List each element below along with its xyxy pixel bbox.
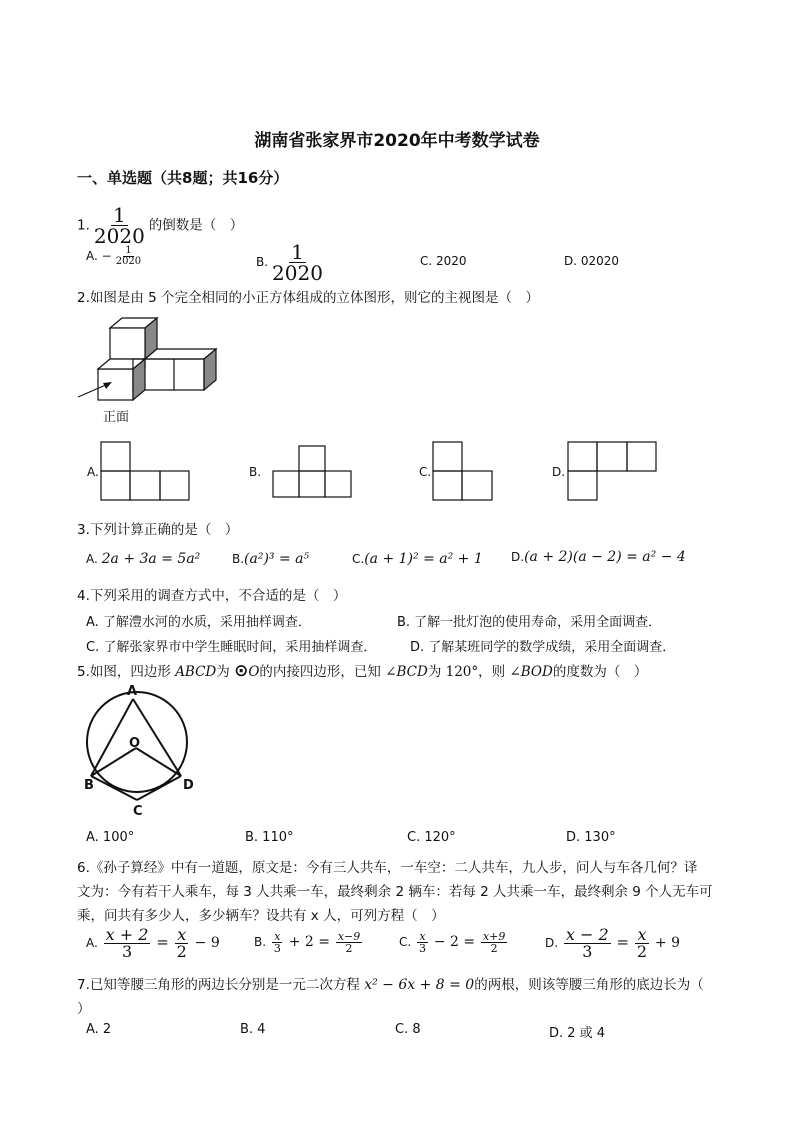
option-label: A.	[86, 249, 98, 263]
numerator: x	[274, 930, 281, 943]
question-number: 1.	[77, 217, 90, 234]
math-abcd: ABCD	[175, 664, 217, 680]
denominator: 3	[121, 942, 133, 961]
q2-option-c[interactable]: C.	[419, 465, 432, 479]
q2-option-c-figure	[433, 442, 492, 500]
question-6-line-3: 乘，问共有多少人，多少辆车？设共有 x 人，可列方程（ ）	[77, 908, 445, 924]
q4-option-b[interactable]: B. 了解一批灯泡的使用寿命，采用全面调查．	[397, 615, 662, 630]
q6-option-d[interactable]	[545, 927, 680, 960]
q3-option-a[interactable]	[86, 551, 200, 567]
text-part: 7.已知等腰三角形的两边长分别是一元二次方程	[77, 977, 360, 993]
text-part: 5.如图，四边形	[77, 664, 171, 680]
q2-option-b-figure	[273, 446, 351, 497]
question-6-line-2: 文为：今有若干人乘车，每 3 人共乘一车，最终剩余 2 辆车：若每 2 人共乘一车，最终剩余 9 个人无车可	[77, 884, 713, 900]
fraction	[104, 927, 151, 960]
circle-symbol: ⊙	[234, 661, 249, 681]
section-heading: 一、单选题（共8题；共16分）	[77, 169, 289, 187]
page-title: 湖南省张家界市2020年中考数学试卷	[254, 131, 540, 151]
numerator: 1	[291, 240, 304, 264]
denominator: 2	[176, 942, 187, 961]
vertex-label-c: C	[133, 804, 143, 819]
denominator: 2020	[272, 261, 323, 285]
denominator: 2020	[93, 224, 145, 248]
math-degree: 120°	[445, 664, 479, 680]
q7-option-a[interactable]: A. 2	[86, 1022, 112, 1037]
fraction	[481, 931, 507, 954]
math-angle-bcd: ∠BCD	[385, 664, 428, 680]
q7-option-c[interactable]: C. 8	[395, 1022, 421, 1037]
question-4: 4.下列采用的调查方式中，不合适的是（ ）	[77, 588, 347, 604]
q2-option-d-figure	[568, 442, 656, 500]
vertex-label-a: A	[127, 684, 138, 699]
math-tail: − 9	[194, 935, 220, 951]
option-label: D.	[545, 936, 559, 950]
q4-option-c[interactable]: C. 了解张家界市中学生睡眠时间，采用抽样调查．	[86, 640, 377, 655]
question-5	[77, 660, 647, 681]
option-label: D.	[511, 550, 525, 564]
center-label-o: O	[129, 736, 141, 751]
q6-option-b[interactable]	[254, 931, 364, 954]
math-o: O	[248, 664, 260, 680]
question-7	[77, 973, 704, 993]
math-expression: (a + 2)(a − 2) = a² − 4	[524, 549, 686, 565]
numerator: x − 2	[565, 925, 609, 944]
question-3: 3.下列计算正确的是（ ）	[77, 522, 239, 538]
fraction	[635, 927, 649, 960]
denominator: 2	[345, 942, 353, 955]
q4-option-d[interactable]: D. 了解某班同学的数学成绩，采用全面调查．	[410, 640, 676, 655]
numerator: x−9	[337, 930, 361, 943]
q1-option-c[interactable]: C. 2020	[420, 254, 467, 268]
option-label: A.	[86, 936, 98, 950]
text-part: 为	[427, 664, 442, 680]
fraction	[336, 931, 362, 954]
numerator: x	[419, 930, 426, 943]
denominator: 2020	[115, 256, 142, 267]
math-expression: (a²)³ = a⁵	[244, 551, 310, 567]
equals-sign: =	[616, 933, 630, 951]
q5-option-d[interactable]: D. 130°	[566, 830, 616, 845]
fraction	[272, 931, 283, 954]
denominator: 2	[636, 942, 648, 961]
denominator: 2	[490, 942, 498, 955]
vertex-label-d: D	[183, 778, 194, 793]
numerator: 1	[112, 203, 126, 227]
q3-option-b[interactable]	[232, 551, 309, 567]
q7-option-b[interactable]: B. 4	[240, 1022, 266, 1037]
math-mid: + 2 =	[288, 934, 330, 950]
minus-sign: −	[101, 249, 112, 263]
equals-sign: =	[156, 933, 169, 951]
option-label: B.	[254, 935, 267, 949]
front-label: 正面	[103, 410, 130, 425]
q2-option-a[interactable]: A.	[87, 465, 99, 479]
numerator: x+9	[482, 930, 506, 943]
math-expression: 2a + 3a = 5a²	[101, 551, 201, 567]
numerator: x	[177, 925, 187, 944]
text-part: 的内接四边形，已知	[259, 664, 381, 680]
q3-option-d[interactable]	[511, 549, 686, 565]
q3-option-c[interactable]	[352, 551, 483, 567]
q6-option-a[interactable]	[86, 927, 220, 960]
option-label: A.	[86, 552, 98, 566]
vertex-label-b: B	[84, 778, 94, 793]
question-2: 2.如图是由 5 个完全相同的小正方体组成的立体图形，则它的主视图是（ ）	[77, 290, 540, 306]
question-text: 的倒数是（ ）	[148, 217, 244, 234]
denominator: 3	[582, 942, 593, 961]
option-label: C.	[399, 935, 412, 949]
math-expression: (a + 1)² = a² + 1	[364, 551, 483, 567]
text-part: ，则	[478, 664, 506, 680]
denominator: 3	[273, 942, 281, 955]
math-tail: + 9	[654, 935, 681, 951]
math-mid: − 2 =	[433, 934, 476, 950]
q4-option-a[interactable]: A. 了解澧水河的水质，采用抽样调查．	[86, 615, 311, 630]
option-label: C.	[352, 552, 365, 566]
math-equation: x² − 6x + 8 = 0	[364, 977, 475, 993]
text-part: 为	[216, 664, 230, 680]
question-6-line-1: 6.《孙子算经》中有一道题，原文是：今有三人共车，一车空：二人共车，九人步，问人与车各几何？译	[77, 860, 698, 876]
text-part: 的度数为（ ）	[552, 664, 648, 680]
text-part: 的两根，则该等腰三角形的底边长为（	[474, 977, 704, 993]
q1-option-d[interactable]: D. 02020	[564, 254, 620, 268]
q6-option-c[interactable]	[399, 931, 509, 954]
numerator: 1	[125, 245, 132, 256]
option-label: B.	[232, 552, 245, 566]
fraction	[417, 931, 428, 954]
q2-option-b[interactable]: B.	[249, 465, 262, 479]
option-label: B.	[256, 255, 269, 269]
q2-option-a-figure	[101, 442, 189, 500]
q5-option-c[interactable]: C. 120°	[407, 830, 456, 845]
numerator: x + 2	[105, 925, 149, 944]
question-7-line-2: ）	[77, 1001, 91, 1017]
q2-option-d[interactable]: D.	[552, 465, 566, 479]
fraction	[175, 927, 189, 960]
numerator: x	[637, 925, 647, 944]
math-angle-bod: ∠BOD	[509, 664, 553, 680]
q5-option-a[interactable]: A. 100°	[86, 830, 135, 845]
q7-option-d[interactable]: D. 2 或 4	[549, 1026, 606, 1041]
q5-option-b[interactable]: B. 110°	[245, 830, 294, 845]
denominator: 3	[419, 942, 427, 955]
fraction	[564, 927, 611, 960]
